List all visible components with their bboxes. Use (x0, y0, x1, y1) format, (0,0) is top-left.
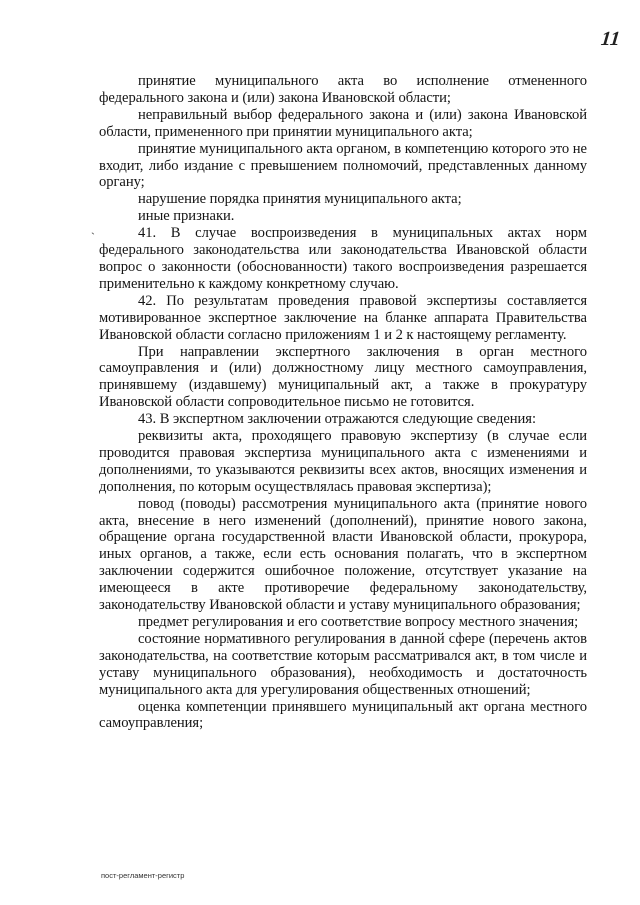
paragraph: иные признаки. (138, 208, 235, 225)
paragraph: неправильный выбор федерального закона и (или) закона Ивановской области, примененного при принятии муниципального акта; (99, 106, 587, 140)
paragraph: принятие муниципального акта органом, в компетенцию которого это не входит, либо издание с превышением полномочий, представленных данному органу; (99, 140, 587, 191)
stray-mark: ˎ (91, 221, 95, 235)
footer-file-path: пост-регламент-регистр (101, 871, 185, 880)
paragraph: принятие муниципального акта во исполнение отмененного федерального закона и (или) закона Ивановской области; (99, 73, 587, 106)
paragraph: реквизиты акта, проходящего правовую экспертизу (в случае если проводится правовая экспертиза муниципального акта с изменениями и дополнениями, то указываются реквизиты всех актов, вносящих изменения и дополнения, по которым осуществлялась правовая экспертиза); (99, 428, 587, 495)
paragraph-item-43: 43. В экспертном заключении отражаются следующие сведения: (138, 411, 536, 428)
paragraph: предмет регулирования и его соответствие вопросу местного значения; (138, 614, 579, 630)
paragraph-item-41: 41. В случае воспроизведения в муниципальных актах норм федерального законодательства или законодательства Ивановской области вопрос о законности (обоснованности) такого воспроизведения разрешается применительно к каждому конкретному случаю. (99, 225, 587, 292)
paragraph: оценка компетенции принявшего муниципальный акт органа местного самоуправления; (99, 698, 587, 732)
paragraph: нарушение порядка принятия муниципального акта; (138, 191, 462, 208)
paragraph-item-42: 42. По результатам проведения правовой экспертизы составляется мотивированное экспертное заключение на бланке аппарата Правительства Ивановской области согласно приложениям 1 и 2 к настоящему регламенту. (99, 292, 587, 343)
paragraph: состояние нормативного регулирования в данной сфере (перечень актов законодательства, на соответствие которым рассматривался акт, в том числе и уставу муниципального образования), необходимость и достаточность муниципального акта для урегулирования общественных отношений; (99, 630, 587, 698)
paragraph: При направлении экспертного заключения в орган местного самоуправления и (или) должностному лицу местного самоуправления, принявшему (издавшему) муниципальный акт, а также в прокуратуру Ивановской области сопроводительное письмо не готовится. (99, 343, 587, 411)
page-number: 11 (599, 28, 622, 50)
paragraph: повод (поводы) рассмотрения муниципального акта (принятие нового акта, внесение в него изменений (дополнений), принятие нового закона, обращение органа государственной власти Ивановской области, прокурора, иных органов, а также, если есть основания полагать, что в экспертном заключении содержится ошибочное положение, отсутствует указание на имеющееся в акте противоречие федеральному законодательству, законодательству Ивановской области и уставу муниципального образования; (99, 495, 587, 614)
document-body (99, 73, 587, 732)
